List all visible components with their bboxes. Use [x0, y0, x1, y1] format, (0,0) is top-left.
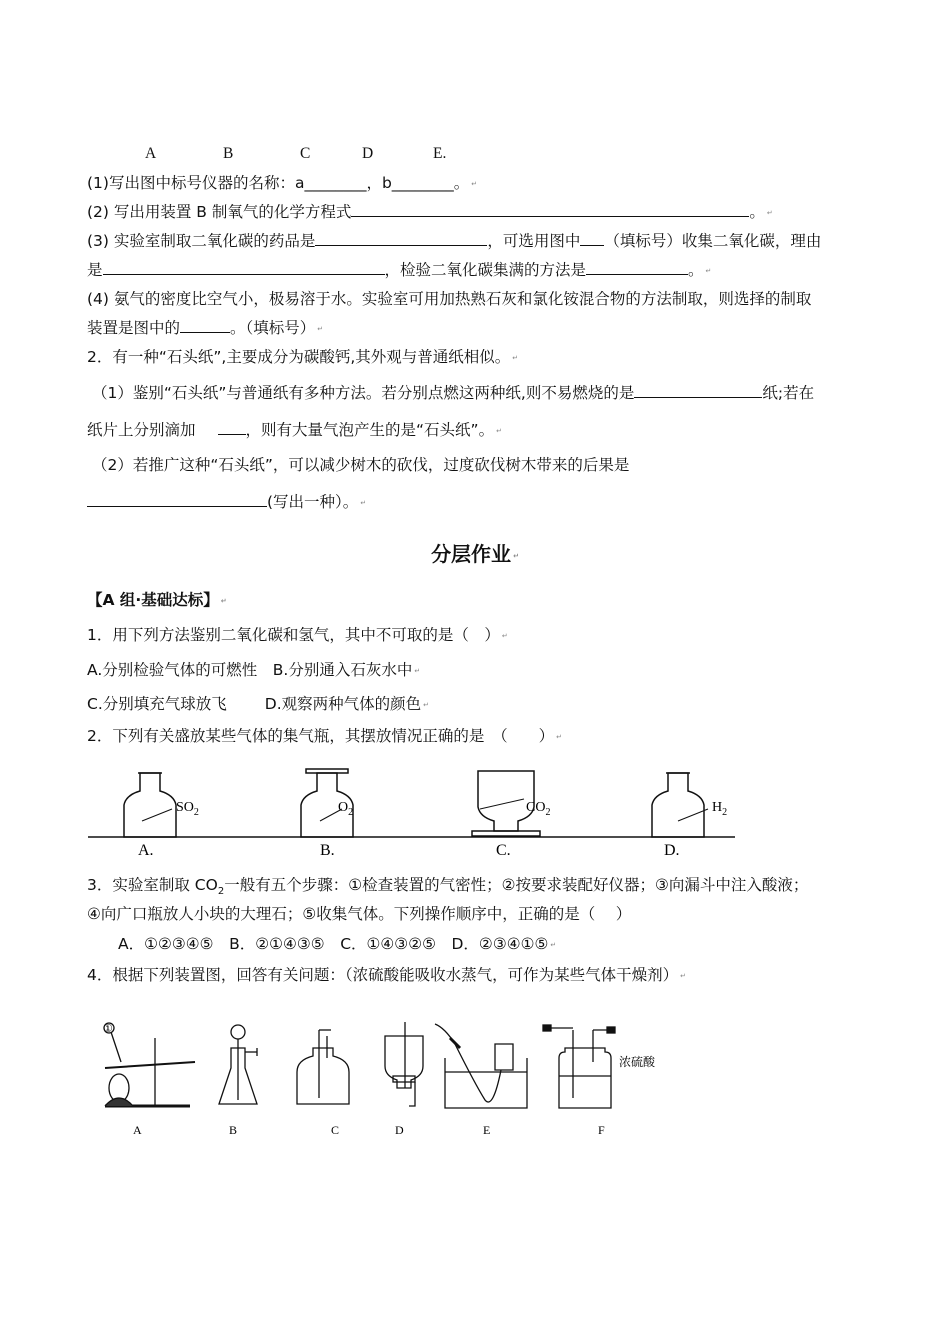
group-a-heading: 【A 组·基础达标】 ↵ — [87, 591, 227, 609]
q1-part2: (2) 写出用装置 B 制氧气的化学方程式 。 ↵ — [87, 203, 773, 221]
hw1-options-cd: C.分别填充气球放飞 D.观察两种气体的颜色 ↵ — [87, 695, 430, 713]
apparatus-f — [543, 1025, 615, 1108]
q1-part1: (1)写出图中标号仪器的名称：a________，b________。 ↵ — [87, 174, 478, 192]
figure-label-b: B — [223, 145, 234, 162]
figure-label-a: A — [145, 145, 157, 162]
q1-part4-line2: 装置是图中的 。（填标号） ↵ — [87, 319, 324, 337]
bottle-b-gas: $O_2$ — [338, 800, 354, 818]
gas-bottles-figure — [80, 765, 760, 865]
bottle-c-label: C. — [496, 842, 511, 859]
answer-blank[interactable] — [634, 383, 762, 398]
q2-part1-line1: （1）鉴别“石头纸”与普通纸有多种方法。若分别点燃这两种纸,则不易燃烧的是 纸;若在 — [92, 384, 815, 402]
q1-part4-line1: (4) 氨气的密度比空气小，极易溶于水。实验室可用加热熟石灰和氯化铵混合物的方法制取，则选择的制取 — [87, 290, 812, 308]
q1-part3-line2: 是 ，检验二氧化碳集满的方法是 。 ↵ — [87, 261, 712, 279]
figure-label-d: D — [362, 145, 374, 162]
section-title: 分层作业 ↵ — [431, 542, 519, 566]
apparatus-b — [219, 1025, 257, 1104]
bottle-d — [652, 773, 708, 837]
apparatus-a — [104, 1023, 195, 1106]
apparatus-c — [297, 1030, 349, 1104]
apparatus-label-f: F — [598, 1123, 605, 1137]
bottle-d-gas: $H_2$ — [712, 800, 728, 818]
figure-label-c: C — [300, 145, 311, 162]
apparatus-e — [435, 1024, 527, 1108]
hw3-line2: ④向广口瓶放人小块的大理石；⑤收集气体。下列操作顺序中，正确的是（ ） — [87, 905, 632, 923]
answer-blank[interactable] — [351, 202, 749, 217]
q2-part1-line2: 纸片上分别滴加 ，则有大量气泡产生的是“石头纸”。 ↵ — [87, 421, 502, 439]
bottle-a — [124, 773, 176, 837]
hw3-line1: 3．实验室制取 $CO_2$一般有五个步骤：①检查装置的气密性；②按要求装配好仪器；③向漏斗中注入酸液； — [87, 876, 809, 898]
apparatus-label-e: E — [483, 1123, 491, 1137]
hw1-stem: 1．用下列方法鉴别二氧化碳和氢气，其中不可取的是（ ） ↵ — [87, 626, 508, 644]
answer-blank[interactable] — [218, 420, 246, 435]
acid-label: 浓硫酸 — [619, 1055, 656, 1069]
hw2-stem: 2．下列有关盛放某些气体的集气瓶，其摆放情况正确的是 （ ） ↵ — [87, 727, 562, 745]
bottle-b-label: B. — [320, 842, 335, 859]
apparatus-label-a: A — [133, 1123, 142, 1137]
hw4-stem: 4．根据下列装置图，回答有关问题：（浓硫酸能吸收水蒸气，可作为某些气体干燥剂） ↵ — [87, 966, 686, 984]
bottle-a-label: A. — [138, 842, 154, 859]
apparatus-d — [385, 1022, 423, 1106]
answer-blank[interactable] — [586, 260, 688, 275]
apparatus-figure — [95, 1018, 675, 1148]
q2-part2-line1: （2）若推广这种“石头纸”，可以减少树木的砍伐，过度砍伐树木带来的后果是 — [92, 456, 630, 474]
hw3-options: A．①②③④⑤ B．②①④③⑤ C．①④③②⑤ D．②③④①⑤ ↵ — [118, 935, 557, 953]
answer-blank[interactable] — [315, 231, 487, 246]
figure-labels-row — [0, 143, 950, 165]
apparatus-label-d: D — [395, 1123, 404, 1137]
q2-part2-line2: (写出一种）。 ↵ — [87, 491, 366, 514]
hw1-options-ab: A.分别检验气体的可燃性 B.分别通入石灰水中 ↵ — [87, 661, 421, 679]
apparatus-circle-label: ① — [103, 1023, 113, 1035]
bottle-a-gas: $SO_2$ — [176, 800, 199, 818]
answer-blank[interactable] — [180, 318, 230, 333]
answer-blank[interactable] — [580, 231, 604, 246]
answer-blank[interactable] — [87, 492, 267, 507]
bottle-d-label: D. — [664, 842, 680, 859]
apparatus-label-b: B — [229, 1123, 238, 1137]
figure-label-e: E. — [433, 145, 447, 162]
q2-intro: 2．有一种“石头纸”,主要成分为碳酸钙,其外观与普通纸相似。 ↵ — [87, 348, 519, 366]
bottle-c-gas: $CO_2$ — [526, 800, 551, 818]
apparatus-label-c: C — [331, 1123, 340, 1137]
q1-part3-line1: (3) 实验室制取二氧化碳的药品是 ，可选用图中 （填标号）收集二氧化碳，理由 — [87, 232, 822, 250]
answer-blank[interactable] — [103, 260, 385, 275]
